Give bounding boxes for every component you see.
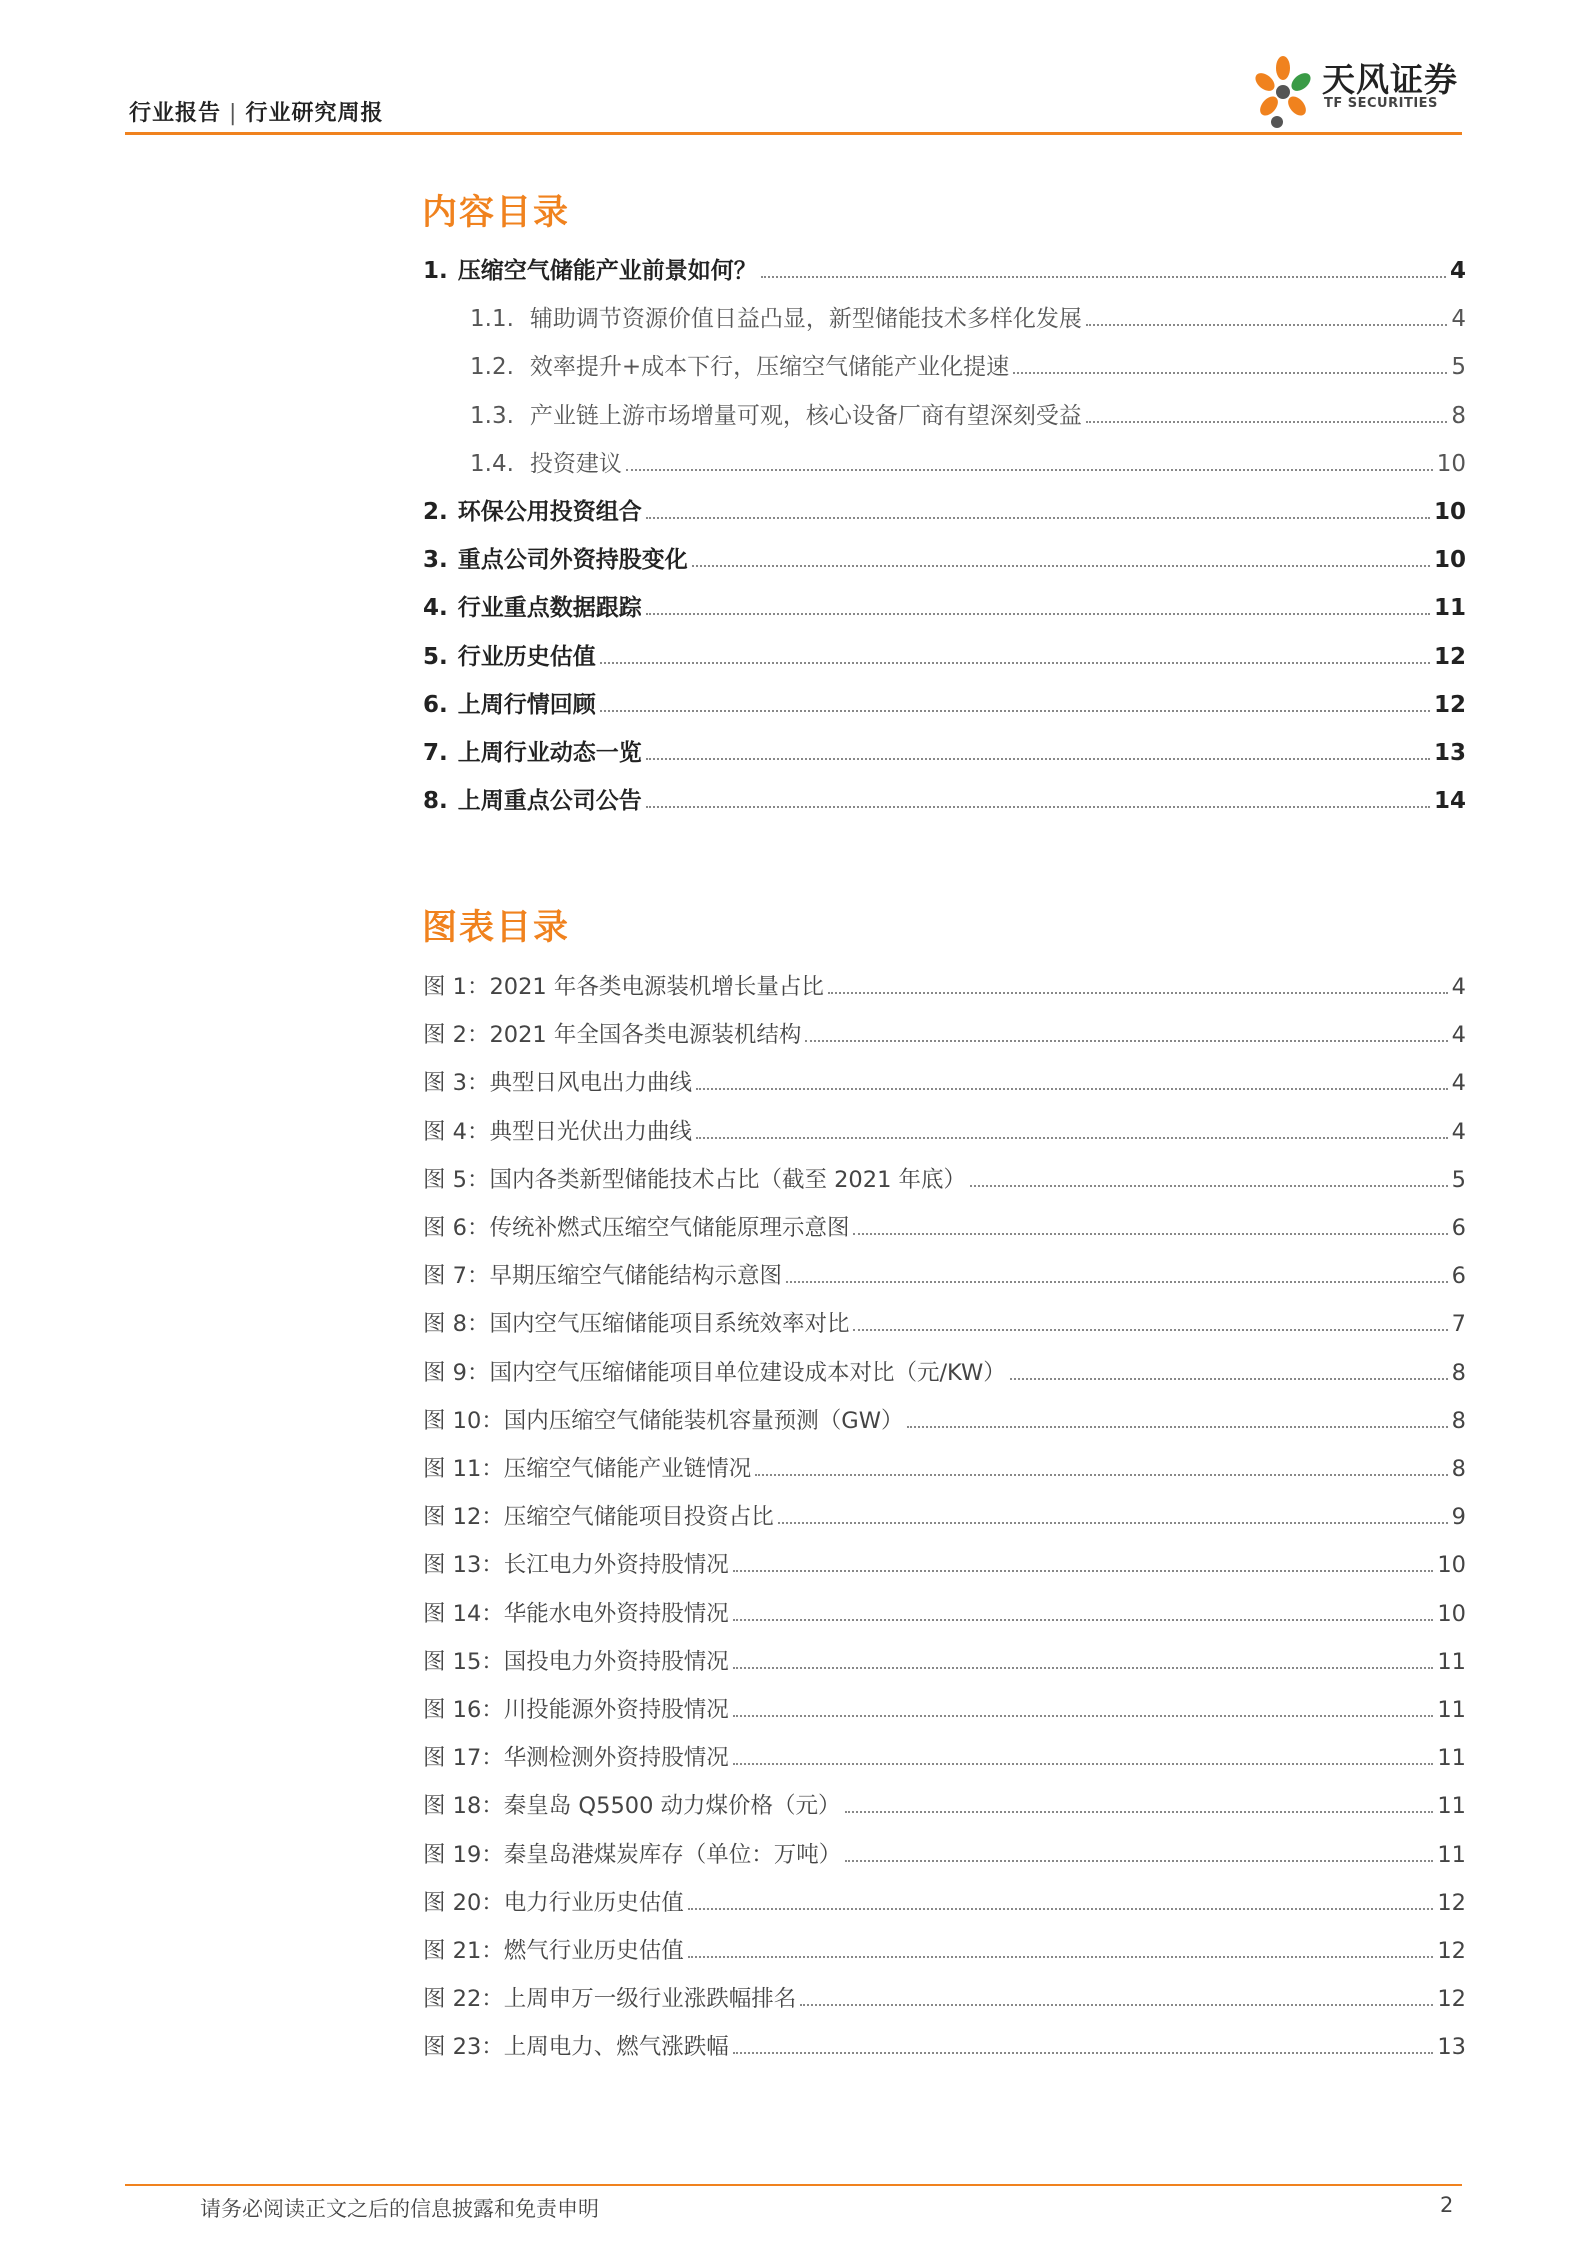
- logo-english-name: TF SECURITIES: [1324, 96, 1438, 111]
- figure-page-number: 8: [1451, 1407, 1466, 1434]
- figure-entry[interactable]: [423, 1739, 1466, 1773]
- toc-entry[interactable]: [423, 589, 1466, 623]
- figure-entry[interactable]: [423, 1691, 1466, 1725]
- figure-entry[interactable]: [423, 1595, 1466, 1629]
- toc-entry-label: [423, 642, 596, 672]
- figure-entry-text: 图 1：2021 年各类电源装机增长量占比: [423, 974, 824, 1000]
- header-divider: [125, 132, 1462, 135]
- toc-entry-number: 4.: [423, 595, 448, 622]
- figure-page-number: 12: [1437, 1889, 1466, 1916]
- figure-page-number: 6: [1451, 1215, 1466, 1241]
- figure-entry[interactable]: [423, 1546, 1466, 1580]
- figure-entry[interactable]: [423, 1354, 1466, 1388]
- toc-entry[interactable]: [423, 493, 1466, 527]
- toc-entry-number: 5.: [423, 643, 448, 670]
- dot-leader: [733, 1763, 1434, 1765]
- figure-entry-text: 图 19：秦皇岛港煤炭库存（单位：万吨）: [423, 1841, 842, 1868]
- figure-entry[interactable]: [423, 1450, 1466, 1484]
- figure-entry-text: 图 7：早期压缩空气储能结构示意图: [423, 1263, 782, 1290]
- dot-leader: [646, 517, 1430, 519]
- footer-disclaimer: 请务必阅读正文之后的信息披露和免责申明: [200, 2197, 599, 2221]
- figure-entry[interactable]: [423, 2028, 1466, 2062]
- figure-entry[interactable]: [423, 1643, 1466, 1677]
- toc-page-number: 11: [1433, 595, 1466, 622]
- figure-page-number: 12: [1437, 1938, 1466, 1964]
- figure-entry[interactable]: [423, 1209, 1466, 1243]
- figure-entry-text: 图 22：上周申万一级行业涨跌幅排名: [423, 1986, 797, 2013]
- figure-entry-text: 图 8：国内空气压缩储能项目系统效率对比: [423, 1311, 850, 1338]
- toc-entry-number: 1.: [423, 258, 448, 284]
- dot-leader: [696, 1137, 1448, 1139]
- toc-page-number: 8: [1451, 402, 1466, 429]
- toc-entry-text: 产业链上游市场增量可观，核心设备厂商有望深刻受益: [529, 402, 1082, 429]
- figure-entry[interactable]: [423, 1113, 1466, 1147]
- dot-leader: [907, 1426, 1447, 1428]
- dot-leader: [1086, 421, 1447, 423]
- toc-entry-label: [423, 497, 642, 527]
- toc-entry-label: [423, 738, 642, 768]
- figure-entry-text: 图 16：川投能源外资持股情况: [423, 1697, 729, 1723]
- dot-leader: [733, 2052, 1434, 2054]
- dot-leader: [761, 276, 1446, 278]
- dot-leader: [1013, 372, 1447, 374]
- dot-leader: [600, 662, 1430, 664]
- toc-page-number: 13: [1433, 740, 1466, 766]
- figure-entry[interactable]: [423, 1016, 1466, 1050]
- figure-entry[interactable]: [423, 1980, 1466, 2014]
- toc-page-number: 12: [1433, 691, 1466, 718]
- toc-entry-label: [470, 304, 1082, 334]
- toc-page-number: 10: [1436, 450, 1466, 477]
- toc-page-number: 4: [1451, 306, 1466, 333]
- tf-securities-logo: [1247, 52, 1462, 132]
- toc-page-number: 14: [1433, 788, 1466, 815]
- figure-entry[interactable]: [423, 968, 1466, 1002]
- figure-page-number: 13: [1437, 2034, 1466, 2061]
- toc-entry-number: 2.: [423, 499, 448, 525]
- figure-page-number: 8: [1451, 1359, 1466, 1386]
- toc-entry[interactable]: [423, 782, 1466, 816]
- figure-page-number: 12: [1437, 1986, 1466, 2013]
- figure-entry-text: 图 5：国内各类新型储能技术占比（截至 2021 年底）: [423, 1166, 967, 1193]
- figure-entry-text: 图 10：国内压缩空气储能装机容量预测（GW）: [423, 1407, 904, 1434]
- figure-page-number: 10: [1437, 1552, 1466, 1579]
- figure-entry-text: 图 13：长江电力外资持股情况: [423, 1552, 729, 1579]
- figure-entry-text: 图 3：典型日风电出力曲线: [423, 1070, 692, 1097]
- toc-title: 内容目录: [422, 193, 571, 233]
- dot-leader: [646, 806, 1430, 808]
- figure-page-number: 11: [1437, 1745, 1466, 1772]
- toc-entry[interactable]: [423, 686, 1466, 720]
- toc-entry-number: 1.3.: [470, 402, 514, 429]
- toc-entry-number: 1.4.: [470, 450, 514, 477]
- toc-entry-label: [470, 352, 1009, 382]
- dot-leader: [853, 1329, 1447, 1331]
- toc-entry[interactable]: [470, 300, 1466, 334]
- report-category: [129, 96, 383, 127]
- figure-list-title: 图表目录: [422, 908, 571, 948]
- toc-page-number: 4: [1449, 258, 1466, 284]
- figure-entry-text: 图 9：国内空气压缩储能项目单位建设成本对比（元/KW）: [423, 1359, 1006, 1386]
- figure-entry[interactable]: [423, 1257, 1466, 1291]
- figure-entry-text: 图 17：华测检测外资持股情况: [423, 1745, 729, 1772]
- figure-entry[interactable]: [423, 1884, 1466, 1918]
- dot-leader: [845, 1860, 1433, 1862]
- toc-page-number: 10: [1433, 547, 1466, 574]
- toc-entry-text: 压缩空气储能产业前景如何？: [457, 258, 757, 284]
- figure-page-number: 5: [1451, 1166, 1466, 1193]
- report-type: 行业报告: [129, 101, 222, 126]
- figure-page-number: 4: [1451, 974, 1466, 1000]
- figure-page-number: 6: [1451, 1263, 1466, 1290]
- toc-page-number: 12: [1433, 643, 1466, 670]
- figure-page-number: 10: [1437, 1600, 1466, 1627]
- toc-entry-text: 投资建议: [529, 450, 622, 477]
- figure-entry-text: 图 20：电力行业历史估值: [423, 1889, 684, 1916]
- toc-entry[interactable]: [423, 638, 1466, 672]
- figure-page-number: 4: [1451, 1022, 1466, 1049]
- figure-page-number: 11: [1437, 1793, 1466, 1820]
- dot-leader: [688, 1908, 1434, 1910]
- logo-chinese-name: 天风证券: [1322, 60, 1458, 99]
- dot-leader: [733, 1619, 1434, 1621]
- figure-entry[interactable]: [423, 1161, 1466, 1195]
- footer-divider: [125, 2184, 1462, 2186]
- toc-entry[interactable]: [423, 541, 1466, 575]
- toc-entry-number: 8.: [423, 788, 448, 815]
- toc-entry-text: 辅助调节资源价值日益凸显，新型储能技术多样化发展: [529, 306, 1082, 333]
- toc-entry-text: 行业历史估值: [457, 643, 596, 670]
- page-number: 2: [1440, 2193, 1454, 2217]
- toc-entry-text: 上周重点公司公告: [457, 788, 642, 815]
- figure-entry-text: 图 4：典型日光伏出力曲线: [423, 1118, 692, 1145]
- dot-leader: [733, 1667, 1434, 1669]
- dot-leader: [733, 1715, 1434, 1717]
- toc-entry-text: 行业重点数据跟踪: [457, 595, 642, 622]
- toc-entry[interactable]: [470, 348, 1466, 382]
- figure-entry[interactable]: [423, 1787, 1466, 1821]
- figure-entry-text: 图 18：秦皇岛 Q5500 动力煤价格（元）: [423, 1793, 841, 1820]
- figure-entry-text: 图 6：传统补燃式压缩空气储能原理示意图: [423, 1215, 850, 1241]
- report-subtype: 行业研究周报: [245, 101, 384, 126]
- dot-leader: [828, 992, 1448, 994]
- figure-entry-text: 图 12：压缩空气储能项目投资占比: [423, 1504, 774, 1531]
- dot-leader: [646, 613, 1430, 615]
- figure-entry[interactable]: [423, 1836, 1466, 1870]
- toc-entry-label: [470, 449, 622, 479]
- toc-entry-label: [423, 545, 688, 575]
- toc-page-number: 5: [1451, 354, 1466, 381]
- figure-page-number: 4: [1451, 1118, 1466, 1145]
- figure-page-number: 4: [1451, 1070, 1466, 1097]
- figure-entry[interactable]: [423, 1064, 1466, 1098]
- toc-entry-number: 3.: [423, 547, 448, 574]
- figure-entry-text: 图 11：压缩空气储能产业链情况: [423, 1456, 752, 1482]
- toc-entry-label: [423, 786, 642, 816]
- dot-leader: [1010, 1378, 1448, 1380]
- toc-entry-label: [423, 690, 596, 720]
- dot-leader: [688, 1956, 1434, 1958]
- toc-entry-label: [423, 593, 642, 623]
- figure-entry[interactable]: [423, 1498, 1466, 1532]
- dot-leader: [800, 2004, 1433, 2006]
- toc-entry[interactable]: [423, 252, 1466, 286]
- figure-entry[interactable]: [423, 1932, 1466, 1966]
- toc-entry-number: 1.1.: [470, 306, 514, 333]
- toc-entry[interactable]: [470, 397, 1466, 431]
- figure-page-number: 11: [1437, 1697, 1466, 1723]
- toc-entry-text: 环保公用投资组合: [457, 499, 642, 525]
- figure-entry-text: 图 15：国投电力外资持股情况: [423, 1648, 729, 1675]
- figure-page-number: 11: [1437, 1648, 1466, 1675]
- dot-leader: [786, 1281, 1448, 1283]
- dot-leader: [845, 1811, 1434, 1813]
- dot-leader: [733, 1570, 1434, 1572]
- figure-entry-text: 图 21：燃气行业历史估值: [423, 1938, 684, 1964]
- figure-entry-text: 图 2：2021 年全国各类电源装机结构: [423, 1022, 802, 1049]
- toc-entry-text: 效率提升+成本下行，压缩空气储能产业化提速: [529, 354, 1010, 381]
- toc-entry-number: 7.: [423, 740, 448, 766]
- figure-page-number: 11: [1437, 1841, 1466, 1868]
- toc-entry[interactable]: [470, 445, 1466, 479]
- toc-entry[interactable]: [423, 734, 1466, 768]
- header-separator: |: [229, 101, 238, 126]
- page-header: [125, 60, 1462, 132]
- dot-leader: [696, 1088, 1448, 1090]
- figure-entry-text: 图 14：华能水电外资持股情况: [423, 1600, 729, 1627]
- figure-page-number: 7: [1451, 1311, 1466, 1338]
- dot-leader: [646, 758, 1430, 760]
- dot-leader: [626, 469, 1433, 471]
- dot-leader: [600, 710, 1430, 712]
- dot-leader: [853, 1233, 1447, 1235]
- toc-entry-text: 重点公司外资持股变化: [457, 547, 688, 574]
- dot-leader: [755, 1474, 1447, 1476]
- figure-entry[interactable]: [423, 1402, 1466, 1436]
- dot-leader: [970, 1185, 1448, 1187]
- figure-entry[interactable]: [423, 1305, 1466, 1339]
- flower-logo-icon: [1247, 52, 1319, 132]
- dot-leader: [778, 1522, 1448, 1524]
- toc-entry-number: 1.2.: [470, 354, 514, 381]
- dot-leader: [692, 565, 1430, 567]
- dot-leader: [1086, 324, 1447, 326]
- toc-entry-text: 上周行情回顾: [457, 691, 596, 718]
- figure-page-number: 9: [1451, 1504, 1466, 1531]
- toc-entry-number: 6.: [423, 691, 448, 718]
- toc-entry-label: [470, 401, 1082, 431]
- figure-entry-text: 图 23：上周电力、燃气涨跌幅: [423, 2034, 729, 2061]
- toc-page-number: 10: [1433, 499, 1466, 525]
- toc-entry-text: 上周行业动态一览: [457, 740, 642, 766]
- toc-entry-label: [423, 256, 757, 286]
- dot-leader: [805, 1040, 1447, 1042]
- figure-page-number: 8: [1451, 1456, 1466, 1482]
